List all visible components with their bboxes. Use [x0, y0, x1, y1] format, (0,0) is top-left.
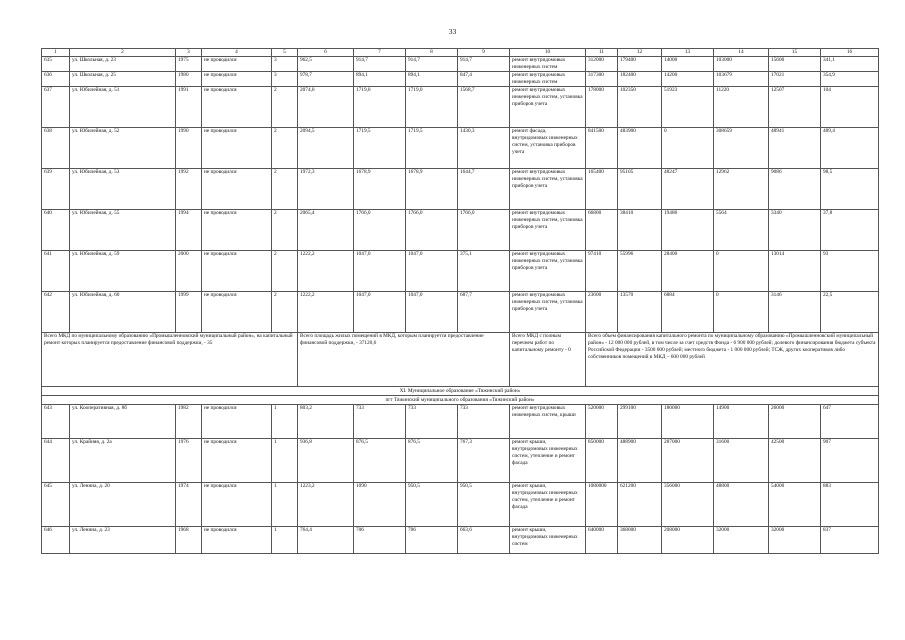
table-cell: 1999: [176, 292, 202, 333]
table-row: [42, 210, 879, 251]
table-cell: 6884: [662, 292, 714, 333]
table-cell: 182400: [618, 72, 662, 87]
column-number-cell: 14: [714, 49, 769, 57]
table-cell: 312000: [586, 57, 618, 72]
table-cell: 32000: [769, 527, 821, 554]
table-cell: 32000: [714, 527, 769, 554]
table-cell: 950,5: [458, 483, 510, 527]
table-cell: 1991: [176, 87, 202, 128]
table-cell: ул. Ленина, д. 20: [70, 483, 176, 527]
table-cell: не проводился: [202, 251, 272, 292]
table-cell: 1972,3: [298, 169, 354, 210]
table-cell: 55996: [618, 251, 662, 292]
table-cell: ремонт внутридомовых инженерных систем: [510, 57, 586, 72]
table-cell: 640: [42, 210, 70, 251]
table-cell: 37,8: [821, 210, 879, 251]
table-cell: 847,4: [458, 72, 510, 87]
table-row: [42, 251, 879, 292]
table-cell: 1430,3: [458, 128, 510, 169]
table-cell: 764,4: [298, 527, 354, 554]
table-cell: 48247: [662, 169, 714, 210]
table-cell: 638: [42, 128, 70, 169]
column-number-cell: 13: [662, 49, 714, 57]
table-cell: 31600: [714, 439, 769, 483]
table-cell: ул. Юбилейная, д. 55: [70, 210, 176, 251]
table-cell: ремонт внутридомовых инженерных систем, установка приборов учета: [510, 251, 586, 292]
table-cell: 104: [821, 87, 879, 128]
table-cell: не проводился: [202, 169, 272, 210]
table-cell: 1975: [176, 57, 202, 72]
table-cell: 894,1: [406, 72, 458, 87]
totals-full-list: Всего МКД с полным перечнем работ по капитальному ремонту - 0: [510, 333, 586, 387]
column-number-cell: 4: [202, 49, 272, 57]
table-cell: 1980: [176, 72, 202, 87]
table-cell: не проводился: [202, 405, 272, 439]
totals-mkd-count: Всего МКД по муниципальному образованию «Промышленновский муниципальный район», на капитальный ремонт которых планируется предоставление финансовой поддержки, - 35: [42, 333, 298, 387]
table-cell: 9086: [769, 169, 821, 210]
table-cell: не проводился: [202, 527, 272, 554]
table-cell: не проводился: [202, 292, 272, 333]
table-cell: 962,5: [298, 57, 354, 72]
table-cell: 299100: [618, 405, 662, 439]
table-cell: 2: [272, 169, 298, 210]
table-cell: 0: [662, 128, 714, 169]
table-cell: не проводился: [202, 128, 272, 169]
table-cell: 42500: [769, 439, 821, 483]
table-cell: 639: [42, 169, 70, 210]
table-row: [42, 57, 879, 72]
table-cell: 1222,2: [298, 251, 354, 292]
table-cell: 1719,0: [406, 87, 458, 128]
table-cell: 1974: [176, 483, 202, 527]
table-cell: ул. Юбилейная, д. 52: [70, 128, 176, 169]
table-cell: ремонт внутридомовых инженерных систем: [510, 72, 586, 87]
table-cell: 103000: [714, 57, 769, 72]
table-cell: 180000: [662, 405, 714, 439]
table-cell: 488900: [618, 439, 662, 483]
column-number-cell: 10: [510, 49, 586, 57]
column-number-cell: 3: [176, 49, 202, 57]
table-cell: 341,1: [821, 57, 879, 72]
table-cell: ул. Юбилейная, д. 60: [70, 292, 176, 333]
table-cell: 489,4: [821, 128, 879, 169]
table-cell: не проводился: [202, 87, 272, 128]
table-cell: 12507: [769, 87, 821, 128]
table-cell: 0: [714, 251, 769, 292]
column-number-cell: 6: [298, 49, 354, 57]
table-cell: 368000: [618, 527, 662, 554]
table-row: [42, 128, 879, 169]
table-cell: 98,5: [821, 169, 879, 210]
table-cell: ремонт внутридомовых инженерных систем, установка приборов учета: [510, 87, 586, 128]
table-cell: 636: [42, 72, 70, 87]
section-title: XI. Муниципальное образование «Тяжинский район»: [42, 387, 879, 396]
table-cell: 2: [272, 87, 298, 128]
table-cell: не проводился: [202, 483, 272, 527]
table-cell: 733: [458, 405, 510, 439]
column-number-cell: 12: [618, 49, 662, 57]
table-cell: ул. Юбилейная, д. 53: [70, 169, 176, 210]
table-cell: 914,7: [406, 57, 458, 72]
table-cell: 1976: [176, 439, 202, 483]
table-cell: 1982: [176, 405, 202, 439]
table-cell: ул. Юбилейная, д. 51: [70, 87, 176, 128]
table-cell: 13014: [769, 251, 821, 292]
table-cell: 850000: [586, 439, 618, 483]
table-cell: 914,7: [458, 57, 510, 72]
table-cell: 1678,9: [406, 169, 458, 210]
table-cell: 11220: [714, 87, 769, 128]
table-cell: 26000: [769, 405, 821, 439]
table-cell: 883: [821, 483, 879, 527]
table-cell: 645: [42, 483, 70, 527]
table-cell: 103679: [714, 72, 769, 87]
table-cell: 12962: [714, 169, 769, 210]
table-cell: 102350: [618, 87, 662, 128]
table-cell: 1766,0: [458, 210, 510, 251]
table-cell: 641: [42, 251, 70, 292]
table-cell: 3: [272, 57, 298, 72]
table-cell: ул. Кооперативная, д. 8б: [70, 405, 176, 439]
table-cell: 5564: [714, 210, 769, 251]
table-cell: ремонт внутридомовых инженерных систем, установка приборов учета: [510, 292, 586, 333]
table-cell: 841500: [586, 128, 618, 169]
table-cell: 38410: [618, 210, 662, 251]
table-cell: 354,9: [821, 72, 879, 87]
table-cell: не проводился: [202, 72, 272, 87]
table-cell: 663,6: [458, 527, 510, 554]
table-cell: 483900: [618, 128, 662, 169]
table-cell: 2000: [176, 251, 202, 292]
table-cell: 876,5: [406, 439, 458, 483]
table-cell: 1047,0: [354, 292, 406, 333]
table-cell: 894,1: [354, 72, 406, 87]
table-row: [42, 483, 879, 527]
table-cell: 1222,2: [298, 292, 354, 333]
table-cell: 637: [42, 87, 70, 128]
table-row: [42, 72, 879, 87]
table-cell: 48941: [769, 128, 821, 169]
rows-tyazhinsky: [42, 405, 879, 554]
totals-area: Всего площадь жилых помещений в МКД, которым планируется предоставление финансовой поддержки, - 37120,6: [298, 333, 510, 387]
table-cell: ул. Школьная, д. 23: [70, 57, 176, 72]
column-number-cell: 16: [821, 49, 879, 57]
totals-block: [42, 333, 879, 405]
table-cell: 3340: [769, 210, 821, 251]
table-cell: 646: [42, 527, 70, 554]
table-cell: 1994: [176, 210, 202, 251]
table-cell: 1047,0: [406, 251, 458, 292]
table-cell: 803,2: [298, 405, 354, 439]
table-cell: 1223,2: [298, 483, 354, 527]
table-cell: 23600: [586, 292, 618, 333]
table-cell: 706: [406, 527, 458, 554]
table-cell: 13570: [618, 292, 662, 333]
table-cell: ул. Школьная, д. 25: [70, 72, 176, 87]
table-cell: 2: [272, 210, 298, 251]
column-number-cell: 2: [70, 49, 176, 57]
table-row: [42, 292, 879, 333]
table-cell: 643: [42, 405, 70, 439]
table-cell: 767,3: [458, 439, 510, 483]
table-cell: 914,7: [354, 57, 406, 72]
table-cell: 48800: [714, 483, 769, 527]
table-cell: 647: [821, 405, 879, 439]
table-cell: 1080000: [586, 483, 618, 527]
table-cell: ремонт крыши, внутридомовых инженерных систем, утепление и ремонт фасада: [510, 439, 586, 483]
table-cell: 687,7: [458, 292, 510, 333]
table-cell: 93: [821, 251, 879, 292]
table-cell: 14000: [662, 57, 714, 72]
table-cell: 2: [272, 292, 298, 333]
table-cell: 95105: [618, 169, 662, 210]
table-cell: 520000: [586, 405, 618, 439]
table-cell: 22,5: [821, 292, 879, 333]
table-cell: 733: [406, 405, 458, 439]
table-row: [42, 439, 879, 483]
column-number-cell: 8: [406, 49, 458, 57]
table-cell: 1719,5: [354, 128, 406, 169]
table-cell: 2: [272, 128, 298, 169]
table-cell: 356000: [662, 483, 714, 527]
table-cell: 178000: [586, 87, 618, 128]
table-cell: 1719,0: [354, 87, 406, 128]
table-row: [42, 87, 879, 128]
table-cell: 635: [42, 57, 70, 72]
table-cell: 165400: [586, 169, 618, 210]
table-cell: ремонт крыши, внутридомовых инженерных систем: [510, 527, 586, 554]
table-cell: 3: [272, 72, 298, 87]
table-cell: ремонт крыши, внутридомовых инженерных систем, утепление и ремонт фасада: [510, 483, 586, 527]
table-cell: 287000: [662, 439, 714, 483]
table-cell: 1644,7: [458, 169, 510, 210]
table-cell: 54000: [769, 483, 821, 527]
table-cell: 308659: [714, 128, 769, 169]
table-cell: ул. Юбилейная, д. 59: [70, 251, 176, 292]
table-cell: ул. Ленина, д. 23: [70, 527, 176, 554]
table-cell: 1: [272, 405, 298, 439]
table-cell: 950,5: [406, 483, 458, 527]
table-cell: 179400: [618, 57, 662, 72]
table-cell: 14900: [714, 405, 769, 439]
table-cell: 28400: [662, 251, 714, 292]
table-cell: 2: [272, 251, 298, 292]
table-cell: 621200: [618, 483, 662, 527]
column-number-cell: 7: [354, 49, 406, 57]
table-cell: 2065,4: [298, 210, 354, 251]
table-cell: 907: [821, 439, 879, 483]
table-cell: 876,5: [354, 439, 406, 483]
table-cell: 733: [354, 405, 406, 439]
table-cell: 19486: [662, 210, 714, 251]
table-cell: 1090: [354, 483, 406, 527]
column-number-cell: 11: [586, 49, 618, 57]
totals-financing: Всего объем финансирования капитального ремонта по муниципальному образованию «Промышленновский муниципальный район» - 12 000 000 рублей, в том числе за счет средств Фонда - 6 900 000 рублей; долевого финансирования бюджета субъекта Российской Федерации - 3500 000 рублей; местного бюджета - 1 000 000 рублей; ТСЖ, других кооперативов либо собственников помещений в МКД – 600 000 рублей: [586, 333, 879, 387]
table-cell: 1990: [176, 128, 202, 169]
column-number-row: [42, 49, 879, 57]
table-cell: ул. Крайняя, д. 2а: [70, 439, 176, 483]
table-cell: не проводился: [202, 210, 272, 251]
column-number-header: [42, 49, 879, 57]
table-cell: 1766,0: [406, 210, 458, 251]
table-cell: ремонт внутридомовых инженерных систем, крыши: [510, 405, 586, 439]
table-cell: не проводился: [202, 57, 272, 72]
table-cell: 1: [272, 527, 298, 554]
table-cell: ремонт фасада, внутридомовых инженерных систем, установка приборов учета: [510, 128, 586, 169]
table-cell: 97410: [586, 251, 618, 292]
table-cell: не проводился: [202, 439, 272, 483]
table-cell: 640000: [586, 527, 618, 554]
table-cell: 1: [272, 483, 298, 527]
table-cell: 978,7: [298, 72, 354, 87]
table-cell: 644: [42, 439, 70, 483]
table-cell: 1047,0: [406, 292, 458, 333]
table-cell: ремонт внутридомовых инженерных систем, установка приборов учета: [510, 210, 586, 251]
table-cell: 2094,5: [298, 128, 354, 169]
rows-promyshlennovsky: [42, 57, 879, 333]
table-cell: 375,1: [458, 251, 510, 292]
subsection-title: пгт Тяжинский муниципального образования «Тяжинский район»: [42, 396, 879, 405]
table-cell: 3146: [769, 292, 821, 333]
table-cell: 1678,9: [354, 169, 406, 210]
table-cell: 1992: [176, 169, 202, 210]
table-cell: 1766,0: [354, 210, 406, 251]
table-cell: 936,8: [298, 439, 354, 483]
table-cell: ремонт внутридомовых инженерных систем, установка приборов учета: [510, 169, 586, 210]
column-number-cell: 9: [458, 49, 510, 57]
table-cell: 2074,0: [298, 87, 354, 128]
column-number-cell: 5: [272, 49, 298, 57]
table-cell: 642: [42, 292, 70, 333]
table-cell: 1047,0: [354, 251, 406, 292]
table-cell: 317300: [586, 72, 618, 87]
table-cell: 15600: [769, 57, 821, 72]
table-cell: 1968: [176, 527, 202, 554]
table-row: [42, 169, 879, 210]
table-row: [42, 527, 879, 554]
table-cell: 1719,5: [406, 128, 458, 169]
table-cell: 706: [354, 527, 406, 554]
table-cell: 51923: [662, 87, 714, 128]
table-cell: 14200: [662, 72, 714, 87]
column-number-cell: 1: [42, 49, 70, 57]
table-cell: 66800: [586, 210, 618, 251]
table-cell: 208000: [662, 527, 714, 554]
apartment-buildings-table: [41, 48, 879, 554]
table-cell: 17021: [769, 72, 821, 87]
table-cell: 1568,7: [458, 87, 510, 128]
page-number: 33: [448, 27, 457, 36]
table-cell: 837: [821, 527, 879, 554]
table-row: [42, 405, 879, 439]
table-cell: 0: [714, 292, 769, 333]
column-number-cell: 15: [769, 49, 821, 57]
table-cell: 1: [272, 439, 298, 483]
